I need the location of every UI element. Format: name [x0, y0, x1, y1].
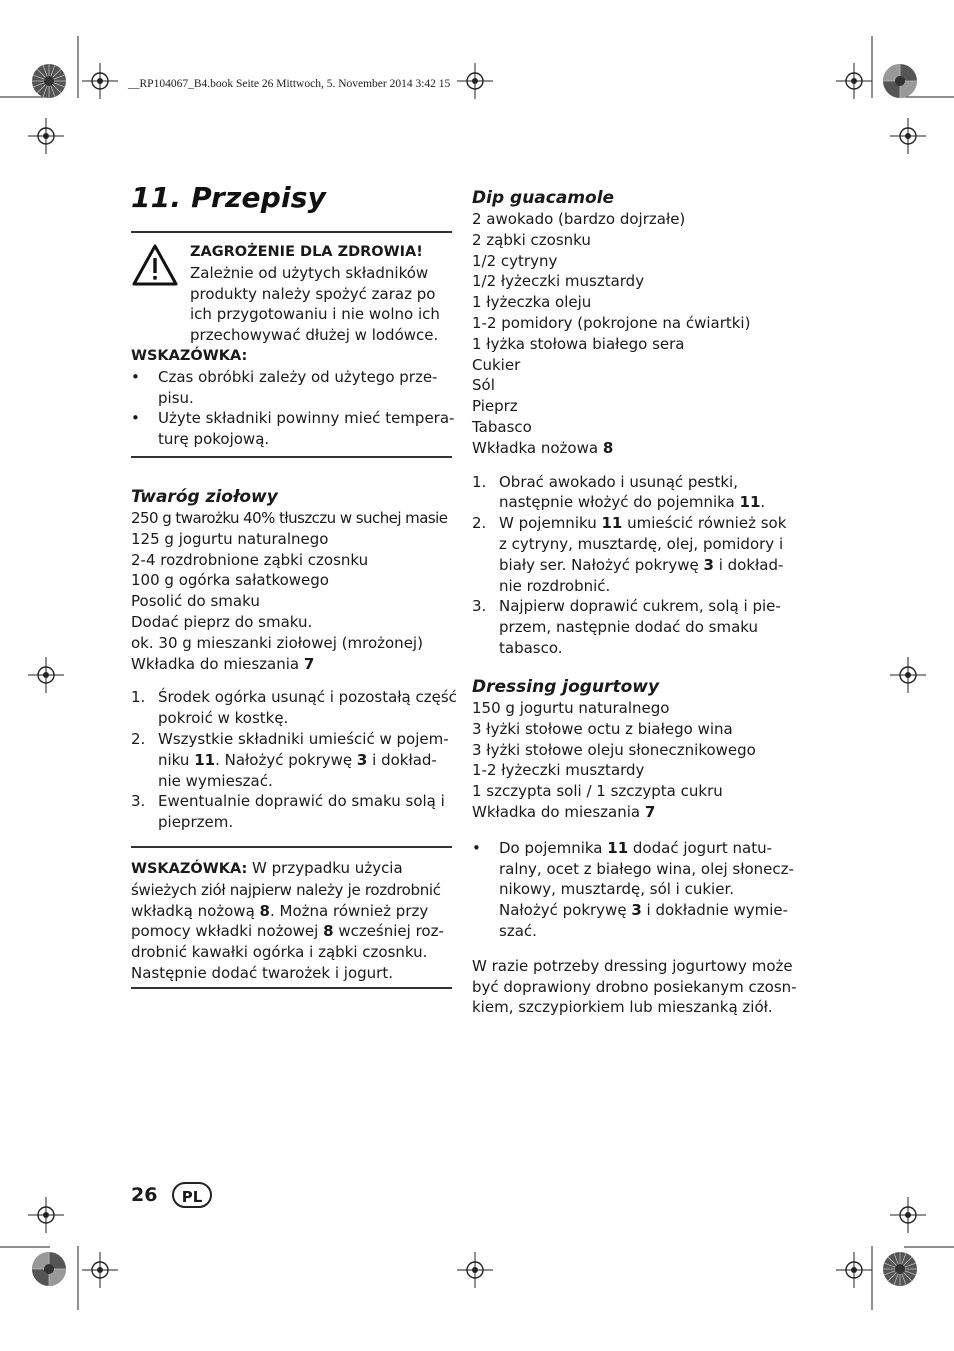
registration-mark-icon [26, 655, 66, 695]
step-number: 3. [131, 792, 146, 811]
note-line: drobnić kawałki ogórka i ząbki czosnku. [131, 943, 428, 962]
warning-line: przechowywać dłużej w lodówce. [190, 326, 439, 345]
warning-line: produkty należy spożyć zaraz po [190, 284, 436, 303]
color-rosette-icon [881, 62, 919, 100]
bullet-text: ralny, ocet z białego wina, olej słonecz- [499, 859, 794, 878]
ingredient: 250 g twarożku 40% tłuszczu w suchej masie [131, 509, 448, 527]
closing-line: W razie potrzeby dressing jogurtowy może [472, 956, 793, 975]
step-number: 2. [131, 729, 146, 748]
step-text: pieprzem. [158, 813, 234, 832]
ingredient: Pieprz [472, 397, 518, 416]
registration-mark-icon [26, 116, 66, 156]
step-text: niku 11. Nałożyć pokrywę 3 i dokład- [158, 750, 437, 769]
color-rosette-icon [30, 62, 68, 100]
ingredient: 100 g ogórka sałatkowego [131, 571, 329, 590]
closing-line: być doprawiony drobno posiekanym czosn- [472, 977, 797, 996]
ingredient: Dodać pieprz do smaku. [131, 612, 313, 631]
ingredient: Cukier [472, 355, 521, 374]
warning-title: ZAGROŻENIE DLA ZDROWIA! [190, 244, 423, 260]
insert-number: 8 [602, 438, 614, 457]
note-line: świeżych ziół najpierw należy je rozdrobnić [131, 880, 441, 899]
step-text: nie rozdrobnić. [499, 576, 611, 595]
ingredient: Tabasco [472, 417, 532, 436]
color-rosette-icon [30, 1250, 68, 1288]
insert-number: 7 [644, 802, 656, 821]
print-header: __RP104067_B4.book Seite 26 Mittwoch, 5. November 2014 3:42 15 [128, 78, 451, 90]
step-number: 2. [472, 514, 487, 533]
bullet-text: szać. [499, 921, 537, 940]
insert-text: Wkładka do mieszania [472, 802, 645, 821]
bullet-text: Czas obróbki zależy od użytego prze- [158, 367, 438, 386]
ingredient: 2 awokado (bardzo dojrzałe) [472, 210, 686, 228]
step-text: tabasco. [499, 638, 563, 657]
ingredient: 3 łyżki stołowe oleju słonecznikowego [472, 740, 756, 759]
ingredient: Sól [472, 376, 495, 395]
step-text: biały ser. Nałożyć pokrywę 3 i dokład- [499, 555, 784, 574]
registration-mark-icon [888, 1195, 928, 1235]
insert-text: Wkładka do mieszania [131, 654, 304, 673]
registration-mark-icon [888, 655, 928, 695]
step-number: 1. [131, 688, 146, 707]
bullet-text: turę pokojową. [158, 430, 270, 449]
step-text: Najpierw doprawić cukrem, solą i pie- [499, 597, 781, 616]
warning-line: Zależnie od użytych składników [190, 263, 429, 282]
bullet-dot: • [131, 409, 140, 428]
ingredient: Posolić do smaku [131, 592, 260, 611]
step-text: Obrać awokado i usunąć pestki, [499, 472, 738, 491]
bullet-text: Użyte składniki powinny mieć tempera- [158, 409, 455, 428]
page-title: 11. Przepisy [131, 181, 327, 214]
ingredient: 1 łyżka stołowa białego sera [472, 334, 685, 353]
bullet-text: pisu. [158, 388, 194, 407]
step-text: Środek ogórka usunąć i pozostałą część [158, 688, 457, 707]
note-label: WSKAZÓWKA: [131, 348, 248, 364]
twarog-heading: Twaróg ziołowy [131, 487, 278, 507]
guacamole-heading: Dip guacamole [472, 188, 615, 208]
ingredient: 1-2 łyżeczki musztardy [472, 761, 645, 780]
bullet-dot: • [472, 838, 481, 857]
ingredient: 3 łyżki stołowe octu z białego wina [472, 719, 733, 738]
step-text: nie wymieszać. [158, 771, 273, 790]
step-text: Ewentualnie doprawić do smaku solą i [158, 792, 445, 811]
bullet-dot: • [131, 367, 140, 386]
note-line: pomocy wkładki nożowej 8 wcześniej roz- [131, 922, 444, 941]
ingredient: 150 g jogurtu naturalnego [472, 699, 670, 717]
warning-line: ich przygotowaniu i nie wolno ich [190, 305, 440, 324]
ingredient: 1/2 łyżeczki musztardy [472, 272, 645, 291]
registration-mark-icon [455, 61, 495, 101]
step-number: 3. [472, 597, 487, 616]
ingredient: 1/2 cytryny [472, 251, 558, 270]
insert-number: 7 [303, 654, 315, 673]
step-text: W pojemniku 11 umieścić również sok [499, 514, 787, 533]
registration-mark-icon [834, 61, 874, 101]
note-line: Następnie dodać twarożek i jogurt. [131, 963, 393, 982]
note-label: WSKAZÓWKA: [131, 861, 248, 877]
language-badge: PL [172, 1182, 212, 1208]
bullet-text: Do pojemnika 11 dodać jogurt natu- [499, 838, 773, 857]
step-text: przem, następnie dodać do smaku [499, 618, 758, 637]
ingredient: 1 szczypta soli / 1 szczypta cukru [472, 782, 723, 801]
ingredient: 125 g jogurtu naturalnego [131, 529, 329, 548]
registration-mark-icon [26, 1195, 66, 1235]
registration-mark-icon [80, 1250, 120, 1290]
page-number: 26 [131, 1184, 158, 1206]
ingredient: ok. 30 g mieszanki ziołowej (mrożonej) [131, 633, 423, 652]
step-text: z cytryny, musztardę, olej, pomidory i [499, 534, 784, 553]
step-text: następnie włożyć do pojemnika 11. [499, 493, 766, 512]
ingredient: 1-2 pomidory (pokrojone na ćwiartki) [472, 313, 751, 332]
registration-mark-icon [455, 1250, 495, 1290]
bullet-text: Nałożyć pokrywę 3 i dokładnie wymie- [499, 901, 789, 920]
ingredient: 2-4 rozdrobnione ząbki czosnku [131, 550, 369, 569]
color-rosette-icon [881, 1250, 919, 1288]
registration-mark-icon [834, 1250, 874, 1290]
step-text: Wszystkie składniki umieścić w pojem- [158, 729, 449, 748]
note-line: WSKAZÓWKA: W przypadku użycia [131, 859, 403, 877]
registration-mark-icon [888, 116, 928, 156]
insert-text: Wkładka nożowa [472, 438, 603, 457]
dressing-heading: Dressing jogurtowy [472, 677, 660, 697]
ingredient: 2 ząbki czosnku [472, 230, 591, 249]
ingredient: 1 łyżeczka oleju [472, 293, 592, 312]
closing-line: kiem, szczypiorkiem lub mieszanką ziół. [472, 998, 773, 1017]
registration-mark-icon [80, 61, 120, 101]
bullet-text: nikowy, musztardę, sól i cukier. [499, 880, 735, 899]
step-text: pokroić w kostkę. [158, 709, 289, 728]
step-number: 1. [472, 472, 487, 491]
note-line: wkładką nożową 8. Można również przy [131, 901, 429, 920]
